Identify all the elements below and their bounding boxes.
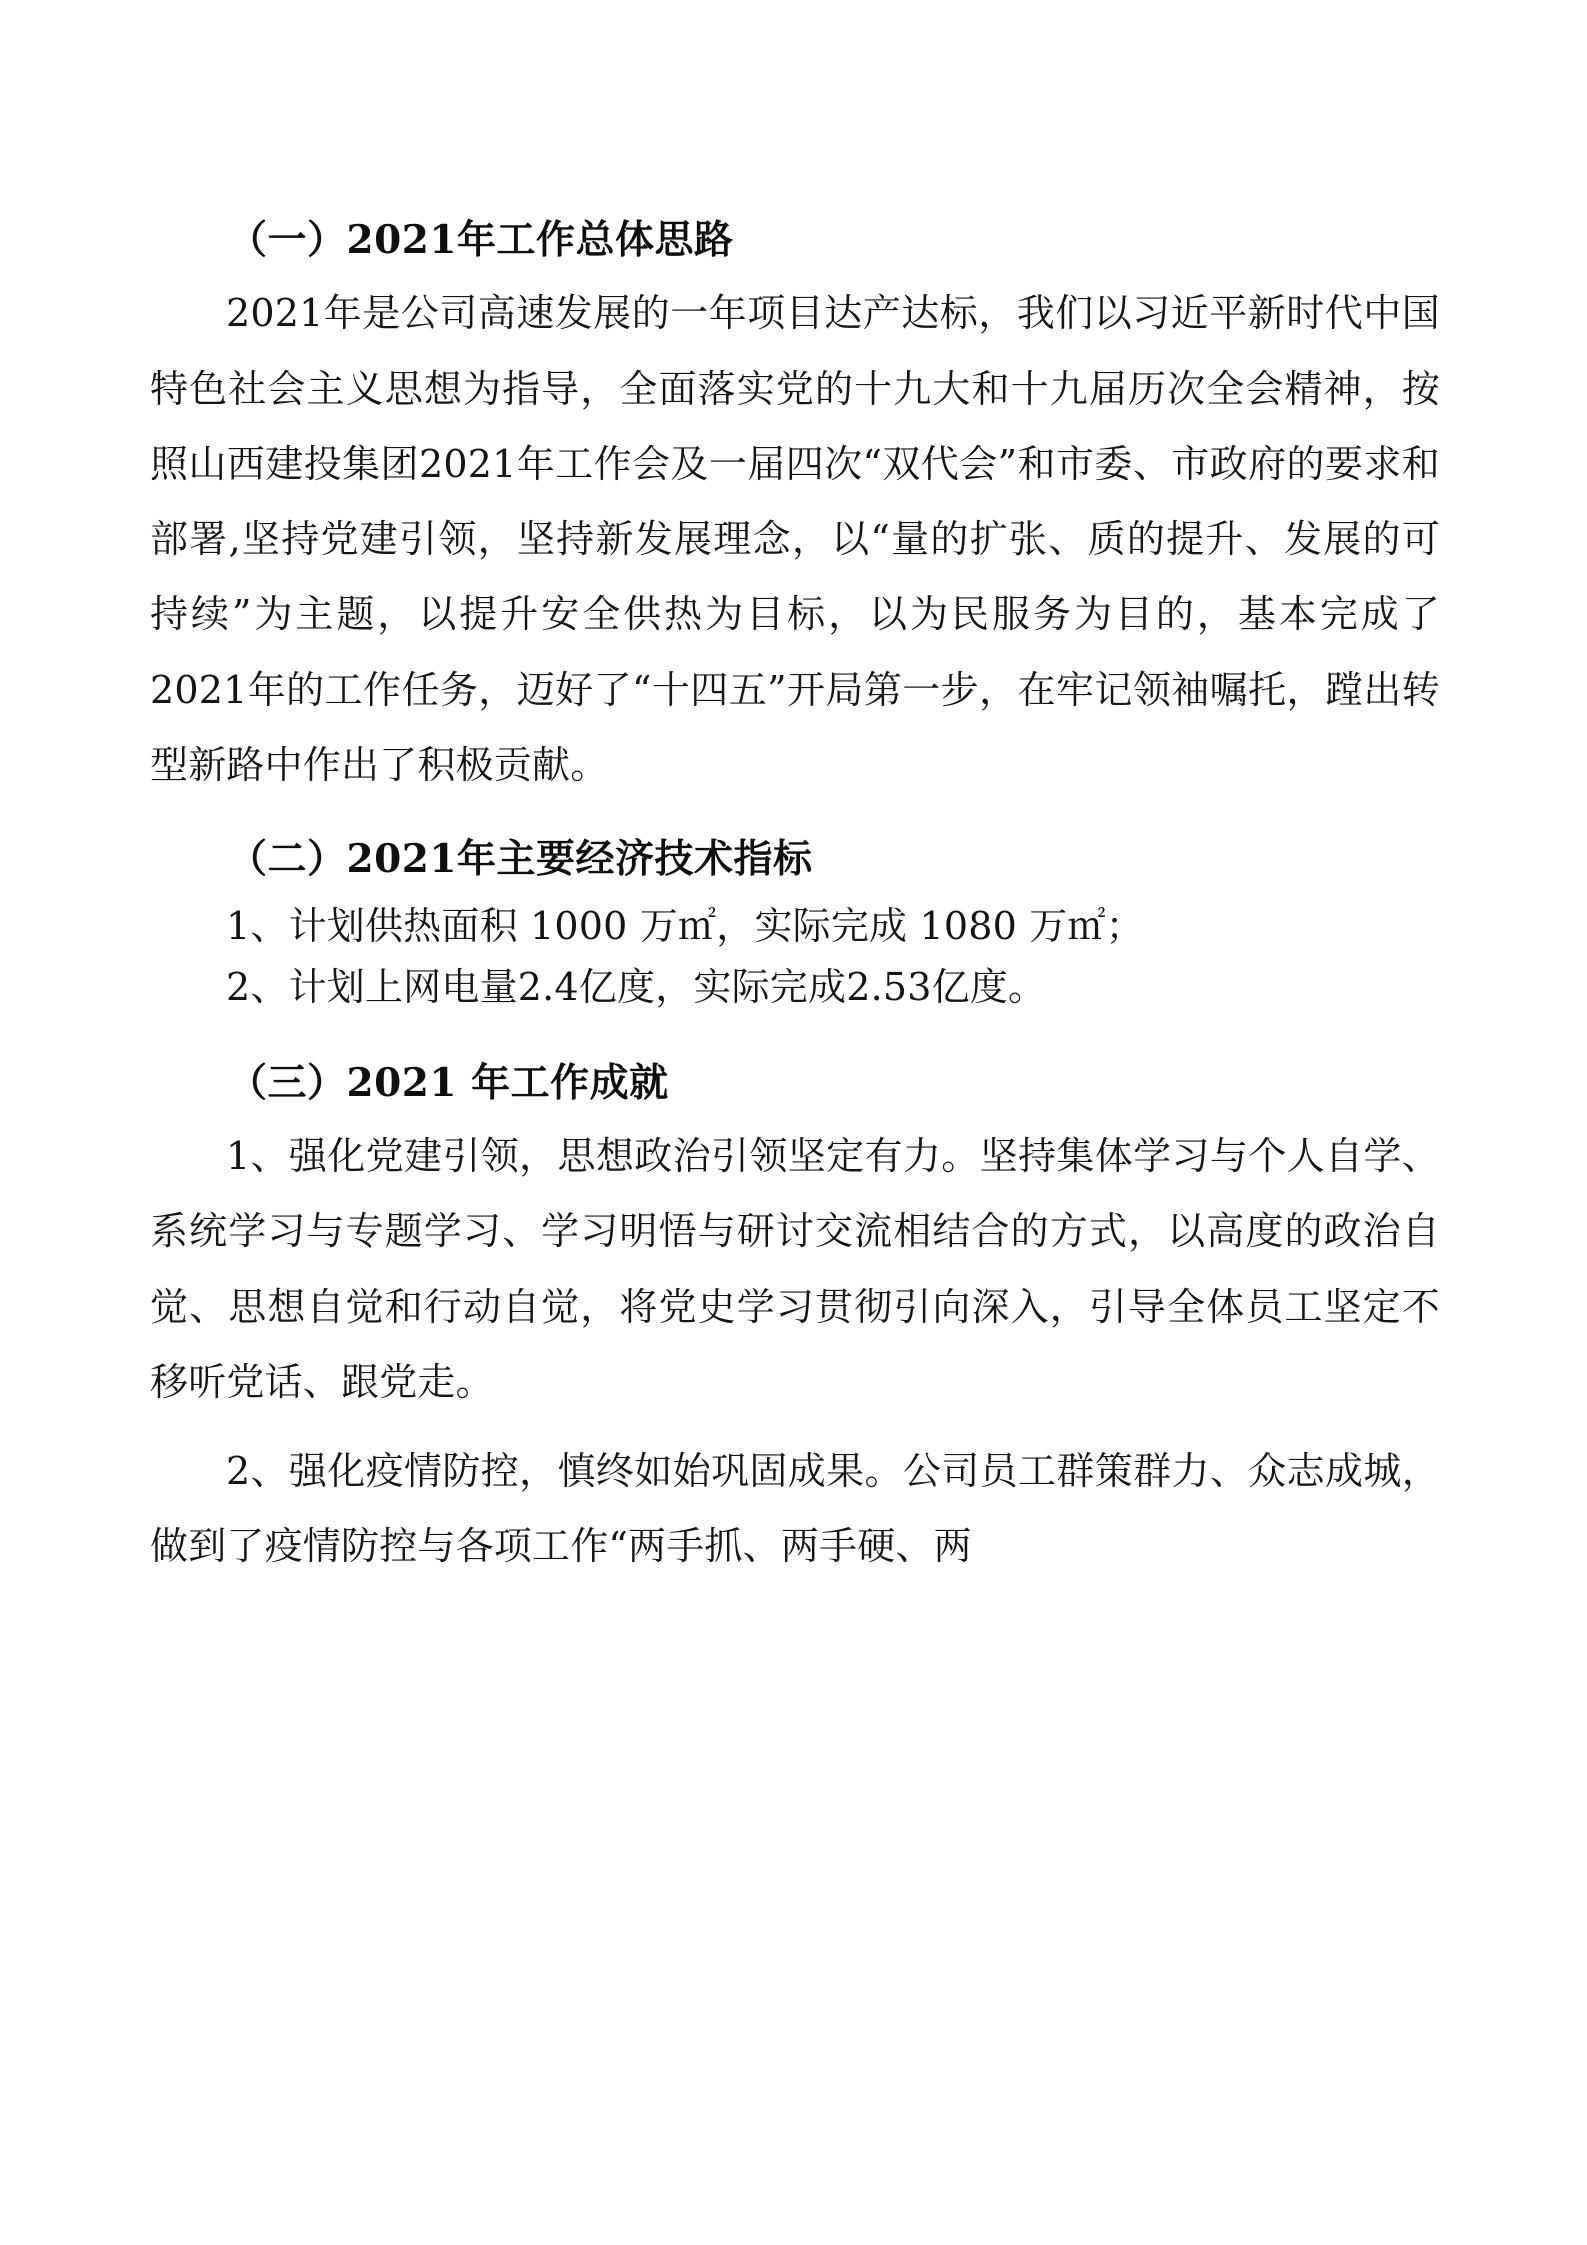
section-2-list-item-1: 1、计划供热面积 1000 万㎡，实际完成 1080 万㎡； xyxy=(226,903,1144,948)
section-1-paragraph-1: 2021年是公司高速发展的一年项目达产达标，我们以习近平新时代中国特色社会主义思想为指导，全面落实党的十九大和十九届历次全会精神，按照山西建投集团2021年工作会及一届四次“双代会”和市委、市政府的要求和部署,坚持党建引领，坚持新发展理念，以“量的扩张、质的提升、发展的可持续”为主题，以提升安全供热为目标，以为民服务为目的，基本完成了2021年的工作任务，迈好了“十四五”开局第一步，在牢记领袖嘱托，蹚出转型新路中作出了积极贡献。 xyxy=(150,291,1440,787)
section-3-paragraph-1: 1、强化党建引领，思想政治引领坚定有力。坚持集体学习与个人自学、系统学习与专题学习、学习明悟与研讨交流相结合的方式，以高度的政治自觉、思想自觉和行动自觉，将党史学习贯彻引向深入，引导全体员工坚定不移听党话、跟党走。 xyxy=(150,1134,1440,1404)
section-3-paragraph-2: 2、强化疫情防控，慎终如始巩固成果。公司员工群策群力、众志成城，做到了疫情防控与各项工作“两手抓、两手硬、两 xyxy=(150,1448,1440,1569)
section-2-list-item-2: 2、计划上网电量2.4亿度，实际完成2.53亿度。 xyxy=(226,965,1047,1010)
section-heading-1: （一）2021年工作总体思路 xyxy=(228,217,734,263)
spacer xyxy=(150,803,1440,829)
document-body xyxy=(150,210,1440,1584)
spacer xyxy=(150,1420,1440,1434)
spacer xyxy=(150,1019,1440,1053)
section-heading-2: （二）2021年主要经济技术指标 xyxy=(228,836,813,883)
section-heading-3: （三）2021 年工作成就 xyxy=(228,1059,669,1106)
